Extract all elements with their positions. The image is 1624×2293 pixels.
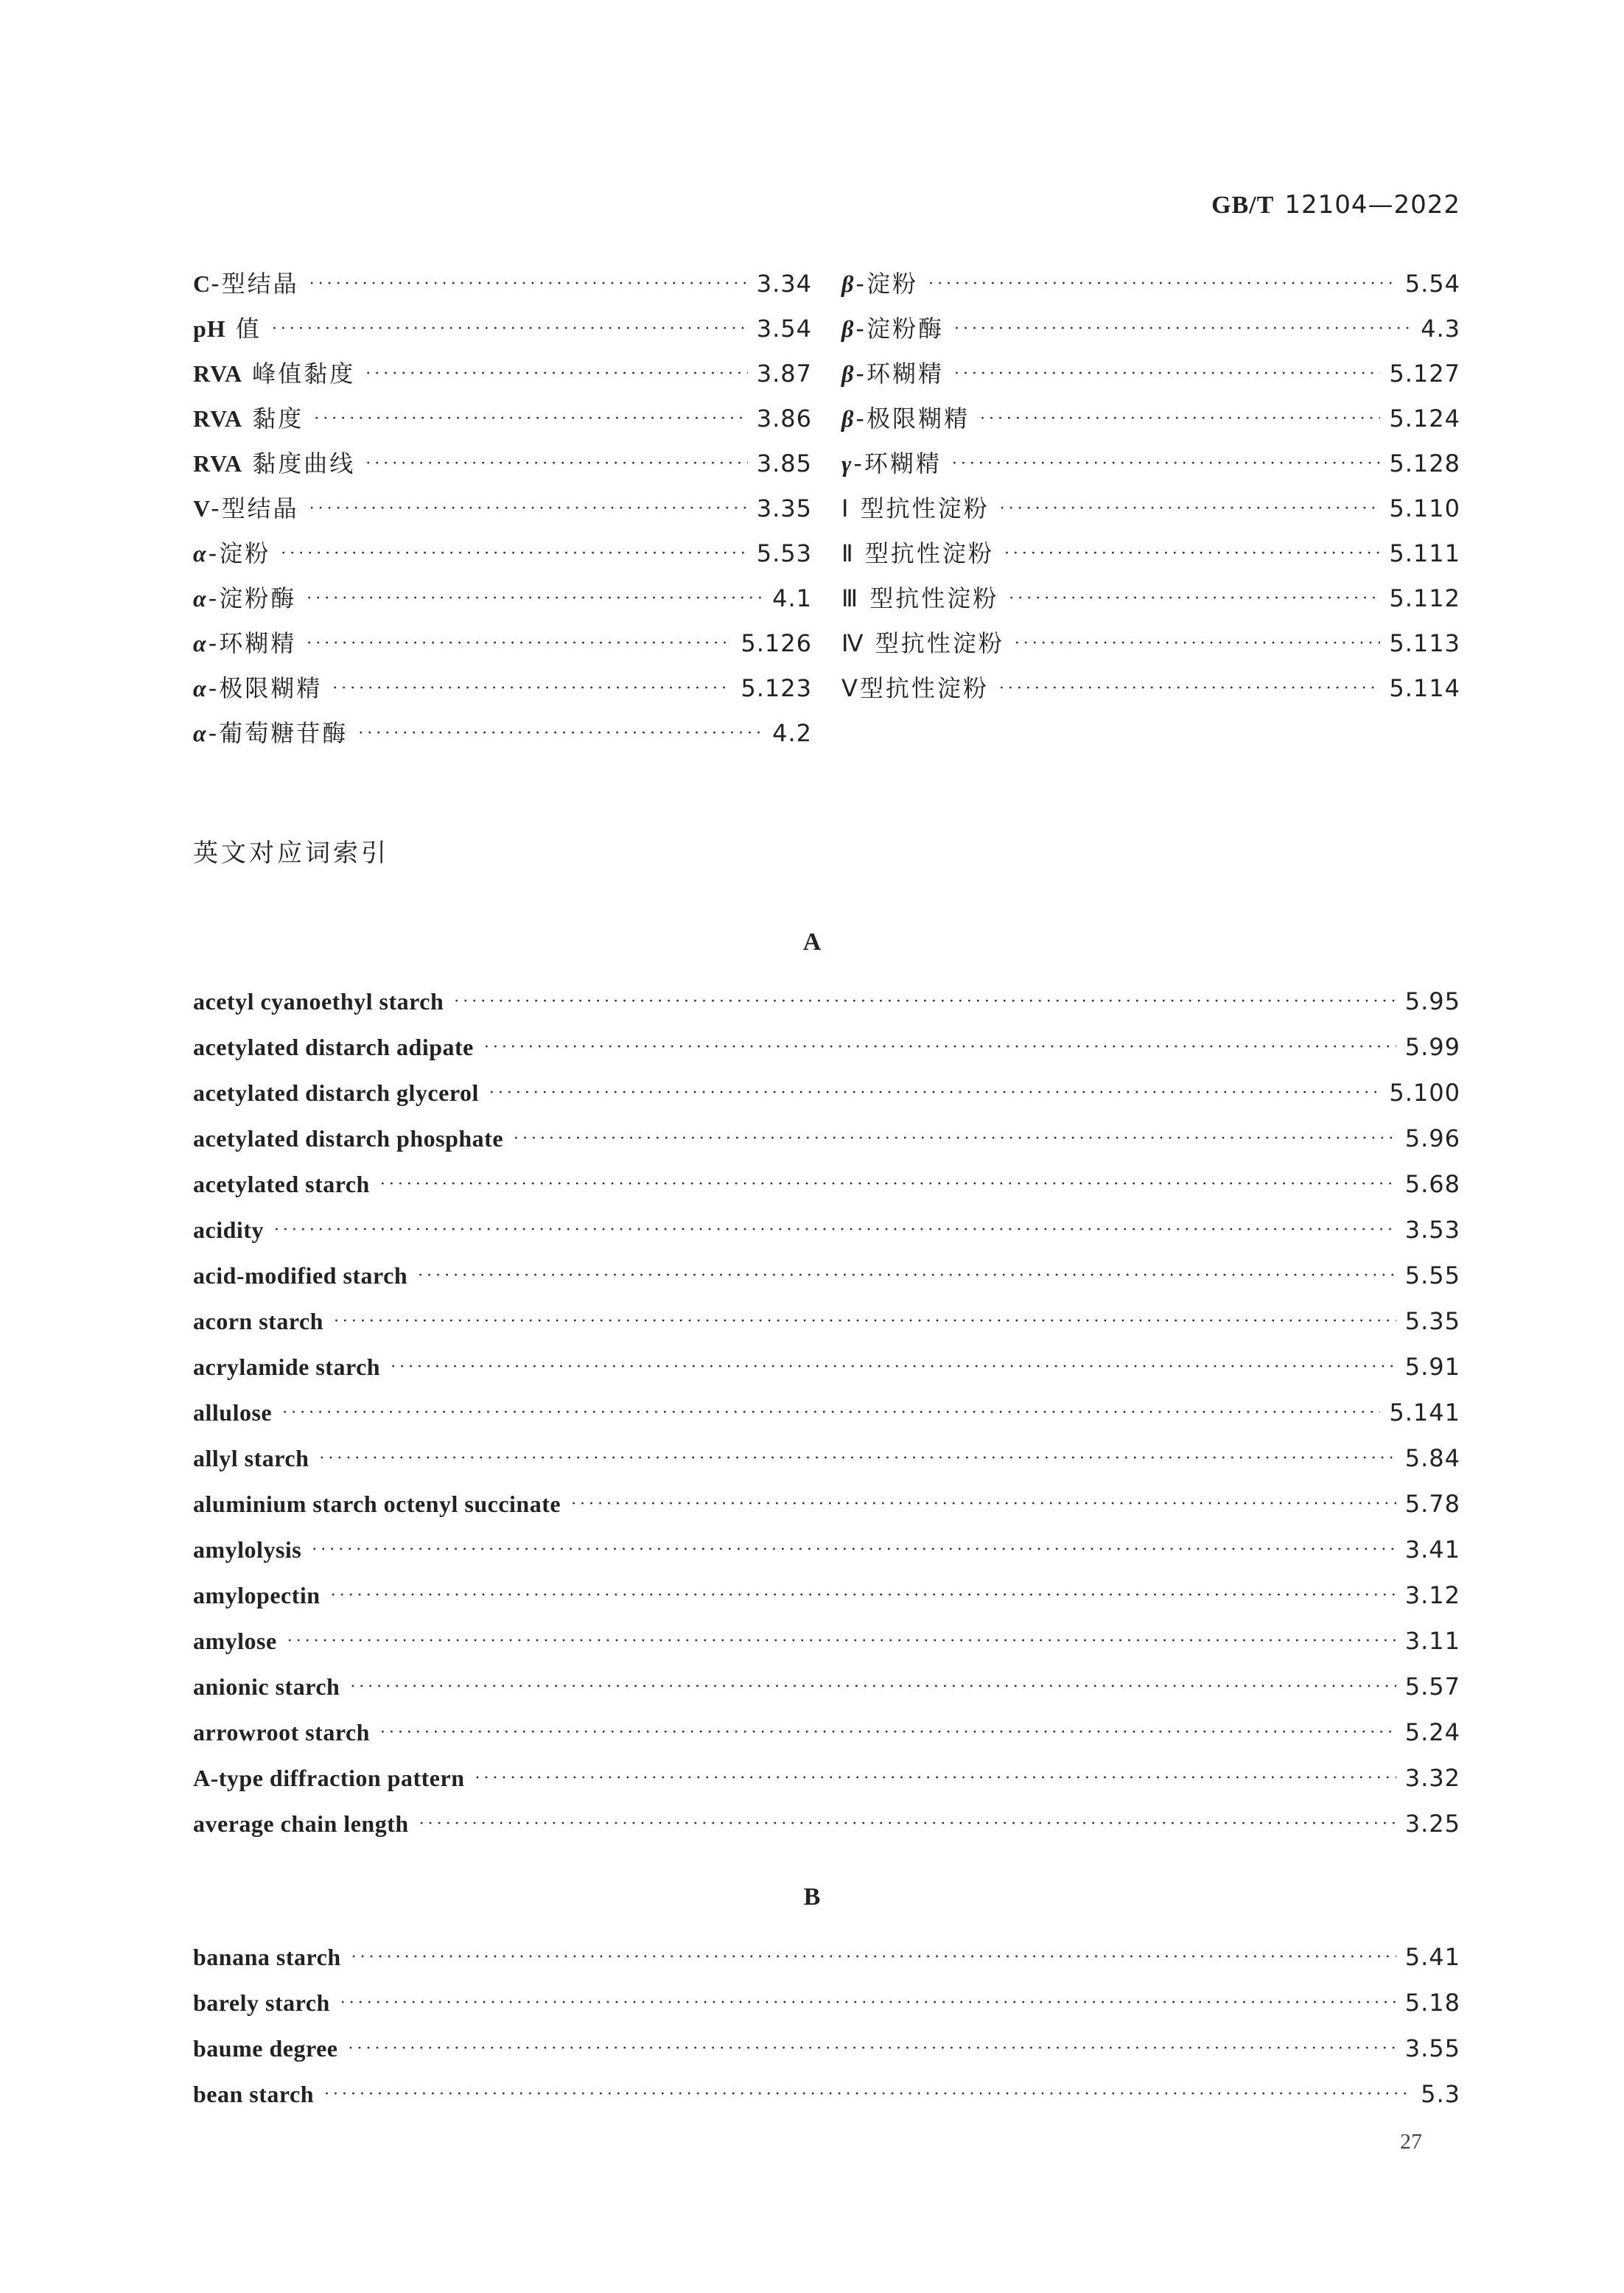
term-text: 环糊精 — [219, 629, 297, 657]
term-prefix: pH — [193, 315, 226, 342]
index-entry — [193, 535, 812, 580]
term-prefix: RVA — [193, 450, 243, 477]
clause-number: 3.35 — [756, 494, 812, 522]
page-header — [1211, 190, 1460, 220]
dot-leader — [309, 500, 748, 518]
dot-leader — [954, 365, 1380, 383]
index-term — [193, 400, 304, 434]
dot-leader — [274, 1221, 1396, 1239]
clause-number: 5.124 — [1389, 405, 1460, 433]
dot-leader — [334, 1312, 1396, 1331]
clause-number: 5.128 — [1389, 449, 1460, 477]
dot-leader — [980, 410, 1380, 428]
dot-leader — [331, 1586, 1396, 1605]
clause-number: 5.127 — [1389, 360, 1460, 388]
index-term — [193, 535, 270, 569]
clause-number: 5.35 — [1404, 1307, 1460, 1335]
clause-number: 4.2 — [772, 719, 812, 747]
term-greek-prefix: α — [193, 540, 209, 567]
dot-leader — [281, 545, 747, 563]
dot-leader — [514, 1130, 1396, 1148]
index-entry — [193, 1261, 1460, 1307]
term-greek-prefix: α — [193, 630, 209, 657]
clause-number: 5.54 — [1404, 270, 1460, 298]
term-text: 值 — [235, 315, 262, 343]
term-text: 淀粉酶 — [866, 315, 944, 343]
index-entry — [841, 535, 1460, 580]
index-entry — [841, 625, 1460, 670]
index-term: amylopectin — [193, 1582, 321, 1608]
term-prefix: RVA — [193, 360, 243, 387]
dot-leader — [1004, 545, 1380, 563]
index-entry — [193, 1398, 1460, 1444]
clause-number: 5.53 — [756, 539, 812, 567]
dot-leader — [999, 679, 1380, 698]
clause-number: 3.54 — [756, 315, 812, 343]
term-greek-prefix: α — [193, 720, 209, 746]
index-entry — [841, 580, 1460, 625]
clause-number: 5.41 — [1404, 1943, 1460, 1971]
term-text: 淀粉 — [866, 270, 918, 298]
dot-leader — [475, 1769, 1396, 1788]
term-greek-prefix: α — [193, 585, 209, 612]
term-separator: - — [855, 315, 867, 343]
dot-leader — [489, 1084, 1381, 1102]
clause-number: 5.123 — [741, 674, 812, 702]
clause-number: 5.112 — [1389, 584, 1460, 612]
clause-number: 3.87 — [756, 360, 812, 388]
clause-number: 4.1 — [772, 584, 812, 612]
dot-leader — [380, 1723, 1396, 1742]
index-entry — [193, 1490, 1460, 1536]
section-title: 英文对应词索引 — [193, 839, 389, 868]
term-separator — [242, 449, 252, 477]
chinese-index — [193, 265, 1460, 752]
dot-leader — [419, 1815, 1396, 1833]
dot-leader — [1000, 500, 1381, 518]
index-entry — [193, 1216, 1460, 1261]
term-text: 型结晶 — [221, 494, 299, 522]
index-term: allyl starch — [193, 1445, 309, 1471]
dot-leader — [348, 2040, 1396, 2058]
dot-leader — [351, 1948, 1396, 1967]
clause-number: 5.99 — [1404, 1033, 1460, 1061]
index-entry — [193, 1079, 1460, 1124]
dot-leader — [954, 320, 1412, 338]
index-term — [841, 400, 970, 434]
term-separator: - — [855, 360, 867, 388]
term-greek-prefix: α — [193, 675, 209, 701]
dot-leader — [287, 1632, 1396, 1650]
english-index-b — [193, 1943, 1460, 2126]
dot-leader — [332, 679, 732, 698]
dot-leader — [571, 1495, 1396, 1513]
clause-number: 3.11 — [1404, 1627, 1460, 1655]
index-entry — [193, 625, 812, 670]
term-roman-prefix: Ⅰ — [841, 494, 851, 522]
clause-number: 5.78 — [1404, 1490, 1460, 1518]
dot-leader — [365, 365, 747, 383]
dot-leader — [454, 993, 1396, 1011]
term-text: 淀粉酶 — [219, 584, 297, 612]
index-term — [193, 715, 348, 749]
term-text: 极限糊精 — [219, 674, 323, 702]
dot-leader — [319, 1449, 1396, 1468]
doc-number: 12104—2022 — [1284, 190, 1460, 220]
index-term: acrylamide starch — [193, 1354, 381, 1380]
term-text: 葡萄糖苷酶 — [219, 719, 349, 747]
index-entry — [193, 1536, 1460, 1581]
index-entry — [841, 265, 1460, 310]
term-text: 环糊精 — [864, 449, 942, 477]
index-entry — [193, 310, 812, 355]
dot-leader — [1015, 634, 1381, 653]
dot-leader — [928, 275, 1396, 293]
chinese-index-left-column — [193, 265, 812, 760]
term-separator — [855, 539, 865, 567]
index-entry — [841, 670, 1460, 715]
index-entry — [193, 1673, 1460, 1718]
dot-leader — [1009, 589, 1380, 608]
index-entry — [841, 310, 1460, 355]
clause-number: 5.55 — [1404, 1261, 1460, 1289]
clause-number: 3.85 — [756, 449, 812, 477]
term-separator: - — [855, 270, 867, 298]
dot-leader — [391, 1358, 1396, 1376]
term-separator: - — [208, 629, 220, 657]
index-term: average chain length — [193, 1810, 409, 1837]
index-term: baume degree — [193, 2035, 338, 2062]
term-separator — [226, 315, 236, 343]
index-entry — [193, 265, 812, 310]
term-separator — [860, 584, 869, 612]
index-entry — [193, 1124, 1460, 1170]
index-term: acetylated distarch phosphate — [193, 1125, 504, 1152]
term-separator: - — [211, 270, 222, 298]
index-entry — [193, 1810, 1460, 1855]
dot-leader — [952, 455, 1381, 473]
index-term — [193, 670, 322, 704]
index-term: acid-modified starch — [193, 1262, 408, 1289]
term-greek-prefix: β — [841, 360, 856, 387]
dot-leader — [272, 320, 748, 338]
term-greek-prefix: β — [841, 405, 856, 432]
term-prefix: V — [193, 495, 211, 522]
index-entry — [841, 490, 1460, 535]
index-entry — [193, 1033, 1460, 1079]
index-term — [841, 355, 944, 389]
index-entry — [193, 355, 812, 400]
index-term: acetyl cyanoethyl starch — [193, 988, 444, 1015]
dot-leader — [350, 1678, 1396, 1696]
index-term: allulose — [193, 1399, 273, 1426]
dot-leader — [484, 1038, 1396, 1057]
term-greek-prefix: β — [841, 270, 856, 297]
clause-number: 5.24 — [1404, 1718, 1460, 1746]
term-text: 黏度 — [252, 405, 304, 433]
term-separator: - — [208, 719, 220, 747]
index-entry — [193, 400, 812, 445]
clause-number: 3.32 — [1404, 1764, 1460, 1792]
index-term: amylose — [193, 1628, 277, 1654]
term-roman-prefix: Ⅴ — [841, 674, 860, 702]
index-entry — [193, 445, 812, 490]
index-term: aluminium starch octenyl succinate — [193, 1491, 561, 1517]
index-term: acetylated distarch glycerol — [193, 1079, 479, 1106]
index-entry — [193, 2080, 1460, 2126]
letter-heading-a: A — [802, 928, 822, 956]
clause-number: 4.3 — [1421, 315, 1460, 343]
term-separator — [242, 360, 252, 388]
dot-leader — [282, 1404, 1380, 1422]
term-text: 型抗性淀粉 — [875, 629, 1004, 657]
term-separator: - — [855, 405, 867, 433]
dot-leader — [307, 589, 763, 608]
dot-leader — [307, 634, 732, 653]
index-entry — [193, 670, 812, 715]
clause-number: 3.25 — [1404, 1810, 1460, 1838]
index-entry — [841, 445, 1460, 490]
index-entry — [193, 987, 1460, 1033]
term-separator: - — [208, 674, 220, 702]
index-term — [841, 490, 990, 524]
index-term: anionic starch — [193, 1673, 340, 1700]
dot-leader — [380, 1175, 1396, 1194]
chinese-index-right-column — [841, 265, 1460, 715]
index-term — [841, 535, 994, 569]
clause-number: 3.53 — [1404, 1216, 1460, 1244]
index-term — [193, 265, 299, 299]
dot-leader — [418, 1267, 1396, 1285]
term-text: 型抗性淀粉 — [869, 584, 999, 612]
index-term — [841, 580, 998, 614]
index-entry — [193, 1989, 1460, 2034]
dot-leader — [358, 724, 763, 743]
term-text: 型抗性淀粉 — [859, 674, 989, 702]
letter-heading-b: B — [803, 1883, 821, 1911]
index-term: acetylated distarch adipate — [193, 1034, 474, 1060]
dot-leader — [340, 1994, 1396, 2012]
clause-number: 3.41 — [1404, 1536, 1460, 1564]
term-text: 淀粉 — [219, 539, 271, 567]
dot-leader — [324, 2085, 1412, 2104]
clause-number: 5.18 — [1404, 1989, 1460, 2017]
clause-number: 5.113 — [1389, 629, 1460, 657]
clause-number: 5.95 — [1404, 987, 1460, 1015]
clause-number: 3.34 — [756, 270, 812, 298]
clause-number: 5.141 — [1389, 1398, 1460, 1426]
clause-number: 3.86 — [756, 405, 812, 433]
index-term — [193, 445, 355, 479]
clause-number: 5.100 — [1389, 1079, 1460, 1107]
dot-leader — [312, 1541, 1396, 1559]
clause-number: 5.111 — [1389, 539, 1460, 567]
index-term — [193, 625, 296, 659]
clause-number: 5.96 — [1404, 1124, 1460, 1152]
index-term: banana starch — [193, 1944, 341, 1970]
index-term — [193, 355, 355, 389]
term-roman-prefix: Ⅲ — [841, 584, 861, 612]
term-text: 型结晶 — [221, 270, 299, 298]
clause-number: 5.68 — [1404, 1170, 1460, 1198]
index-term: acetylated starch — [193, 1171, 370, 1197]
term-greek-prefix: γ — [841, 450, 854, 477]
index-term: amylolysis — [193, 1536, 302, 1563]
term-prefix: RVA — [193, 405, 243, 432]
clause-number: 5.84 — [1404, 1444, 1460, 1472]
index-entry — [841, 400, 1460, 445]
index-entry — [193, 1444, 1460, 1490]
term-separator: - — [208, 539, 220, 567]
index-entry — [193, 715, 812, 760]
term-separator — [242, 405, 252, 433]
index-term — [193, 310, 262, 344]
dot-leader — [314, 410, 747, 428]
dot-leader — [309, 275, 748, 293]
clause-number: 3.12 — [1404, 1581, 1460, 1609]
term-separator: - — [208, 584, 220, 612]
index-term: arrowroot starch — [193, 1719, 370, 1746]
clause-number: 5.91 — [1404, 1353, 1460, 1381]
index-term: acidity — [193, 1216, 264, 1243]
term-text: 黏度曲线 — [252, 449, 356, 477]
term-text: 极限糊精 — [866, 405, 970, 433]
index-entry — [193, 1627, 1460, 1673]
index-term — [193, 490, 299, 524]
dot-leader — [365, 455, 747, 473]
term-text: 型抗性淀粉 — [860, 494, 990, 522]
english-index-a — [193, 987, 1460, 1855]
term-text: 环糊精 — [866, 360, 944, 388]
index-term: acorn starch — [193, 1308, 323, 1334]
index-entry — [193, 1764, 1460, 1810]
index-entry — [193, 580, 812, 625]
index-term: barely starch — [193, 1989, 330, 2016]
index-entry — [193, 1943, 1460, 1989]
index-entry — [193, 490, 812, 535]
index-term: bean starch — [193, 2081, 315, 2107]
index-entry — [841, 355, 1460, 400]
clause-number: 3.55 — [1404, 2034, 1460, 2062]
index-term: A-type diffraction pattern — [193, 1765, 465, 1791]
index-entry — [193, 1170, 1460, 1216]
index-term — [841, 625, 1004, 659]
term-roman-prefix: Ⅳ — [841, 629, 866, 657]
index-entry — [193, 1353, 1460, 1398]
clause-number: 5.110 — [1389, 494, 1460, 522]
index-term — [841, 265, 918, 299]
term-separator — [850, 494, 860, 522]
clause-number: 5.114 — [1389, 674, 1460, 702]
term-text: 峰值黏度 — [252, 360, 356, 388]
index-term — [841, 310, 944, 344]
term-greek-prefix: β — [841, 315, 856, 342]
index-entry — [193, 1581, 1460, 1627]
term-separator: - — [853, 449, 864, 477]
clause-number: 5.126 — [741, 629, 812, 657]
index-term — [193, 580, 296, 614]
index-entry — [193, 1307, 1460, 1353]
clause-number: 5.3 — [1421, 2080, 1460, 2108]
term-roman-prefix: Ⅱ — [841, 539, 855, 567]
term-separator: - — [211, 494, 222, 522]
index-entry — [193, 1718, 1460, 1764]
term-prefix: C — [193, 270, 211, 297]
index-term — [841, 445, 942, 479]
doc-code: GB/T — [1211, 192, 1275, 219]
clause-number: 5.57 — [1404, 1673, 1460, 1701]
page-number: 27 — [1400, 2129, 1422, 2154]
index-term — [841, 670, 989, 704]
term-text: 型抗性淀粉 — [864, 539, 994, 567]
index-entry — [193, 2034, 1460, 2080]
term-separator — [866, 629, 875, 657]
